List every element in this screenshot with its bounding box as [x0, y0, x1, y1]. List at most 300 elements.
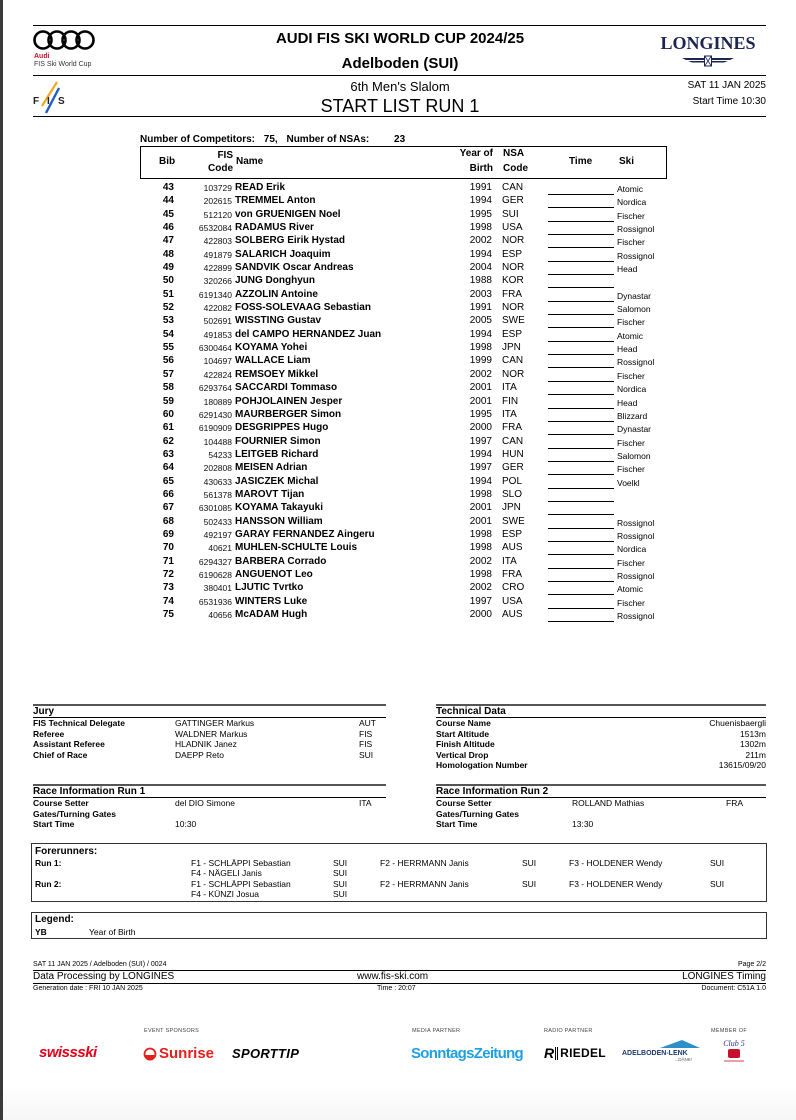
bib-cell: 46 [162, 222, 174, 234]
nsa-code-cell: GER [502, 195, 524, 207]
run1-start-time-label: Start Time [33, 819, 75, 829]
table-row [140, 582, 667, 595]
ski-brand-cell: Fischer [617, 210, 645, 221]
forerunner-run2-f1: F1 - SCHLÄPPI Sebastian [191, 879, 291, 889]
run1-start-time: 10:30 [175, 819, 197, 829]
bib-cell: 65 [162, 475, 174, 487]
competitor-name-cell: RADAMUS River [235, 222, 314, 234]
ski-brand-cell: Rossignol [617, 224, 655, 235]
year-of-birth-cell: 1994 [469, 248, 492, 260]
ski-brand-cell: Rossignol [617, 250, 655, 261]
fis-code-cell: 40621 [208, 543, 232, 554]
table-row [140, 302, 667, 315]
footer-time: Time : 20:07 [377, 985, 416, 992]
competitor-name-cell: JASICZEK Michal [235, 475, 319, 487]
nsa-code-cell: NOR [502, 262, 525, 274]
year-of-birth-cell: 2005 [469, 315, 492, 327]
bib-cell: 68 [162, 515, 174, 527]
nsas-count: 23 [394, 134, 406, 145]
year-of-birth-cell: 1994 [469, 328, 492, 340]
year-of-birth-cell: 1995 [469, 208, 492, 220]
year-of-birth-cell: 1994 [469, 448, 492, 460]
col-yob-top: Year of [459, 148, 493, 159]
nsa-code-cell: USA [502, 222, 523, 234]
ski-brand-cell: Fischer [617, 370, 645, 381]
table-row [140, 609, 667, 622]
nsa-code-cell: JPN [502, 502, 521, 514]
technical-table [436, 718, 766, 771]
sunrise-logo [143, 1045, 214, 1062]
table-row [140, 275, 667, 288]
ski-brand-cell: Fischer [617, 237, 645, 248]
competitor-name-cell: DESGRIPPES Hugo [235, 422, 329, 434]
footer-doc-ref: SAT 11 JAN 2025 / Adelboden (SUI) / 0024 [33, 961, 167, 968]
bib-cell: 54 [162, 328, 174, 340]
table-row [140, 209, 667, 222]
technical-row [436, 718, 766, 729]
technical-label: Finish Altitude [436, 739, 495, 749]
bib-cell: 70 [162, 542, 174, 554]
sporttip-logo: SPORTTIP [232, 1046, 300, 1061]
fis-code-cell: 380401 [203, 583, 232, 594]
competitor-name-cell: LEITGEB Richard [235, 448, 319, 460]
legend-box [31, 912, 767, 939]
viewer-edge-overlay [0, 0, 3, 1120]
jury-member-name: WALDNER Markus [175, 728, 248, 739]
ski-brand-cell: Blizzard [617, 410, 648, 421]
year-of-birth-cell: 2002 [469, 368, 492, 380]
fis-code-cell: 502433 [203, 516, 232, 527]
competitor-name-cell: WISSTING Gustav [235, 315, 322, 327]
run1-course-setter: del DIO Simone [175, 798, 235, 808]
fis-code-cell: 430633 [203, 476, 232, 487]
year-of-birth-cell: 1998 [469, 568, 492, 580]
jury-member-nation: SUI [359, 749, 374, 760]
run2-course-setter-nation: FRA [726, 798, 743, 808]
competitor-name-cell: del CAMPO HERNANDEZ Juan [235, 328, 382, 340]
competitors-label: Number of Competitors: [140, 134, 255, 145]
technical-value: 1513m [740, 728, 766, 739]
jury-member-nation: FIS [359, 739, 373, 749]
nsa-code-cell: SLO [502, 488, 523, 500]
nsa-code-cell: ESP [502, 328, 523, 340]
nsa-code-cell: KOR [502, 275, 524, 287]
table-row [140, 569, 667, 582]
col-nsa-bottom: Code [503, 163, 528, 174]
nsa-code-cell: POL [502, 475, 523, 487]
fis-code-cell: 561378 [203, 489, 232, 500]
competitor-name-cell: MEISEN Adrian [235, 462, 308, 474]
run1-course-setter-nation: ITA [359, 798, 372, 808]
competitor-name-cell: KOYAMA Takayuki [235, 502, 323, 514]
year-of-birth-cell: 2001 [469, 515, 492, 527]
club5-underline [724, 1060, 744, 1062]
fis-code-cell: 6531936 [198, 596, 232, 607]
competitors-count: 75, [263, 134, 278, 145]
table-row [140, 516, 667, 529]
fis-code-cell: 6190628 [198, 569, 232, 580]
bib-cell: 55 [162, 342, 174, 354]
year-of-birth-cell: 2003 [469, 288, 492, 300]
competitor-name-cell: HANSSON William [235, 515, 323, 527]
competitor-name-cell: REMSOEY Mikkel [235, 368, 319, 380]
run2-course-setter: ROLLAND Mathias [572, 798, 645, 808]
footer-data-processing: Data Processing by LONGINES [33, 971, 175, 982]
fis-code-cell: 6301085 [198, 503, 232, 514]
year-of-birth-cell: 2002 [469, 235, 492, 247]
technical-value: 211m [745, 749, 766, 760]
competitor-name-cell: MAURBERGER Simon [235, 408, 342, 420]
fis-code-cell: 6291430 [198, 409, 232, 420]
competitor-name-cell: McADAM Hugh [235, 609, 308, 620]
jury-row [33, 718, 386, 729]
nsa-code-cell: AUS [502, 542, 523, 554]
fis-code-cell: 422803 [203, 236, 232, 247]
ski-brand-cell: Atomic [617, 584, 643, 595]
forerunner-run1-f3-nation: SUI [710, 858, 725, 868]
fis-code-cell: 6191340 [198, 289, 232, 300]
forerunner-run1-f2: F2 - HERRMANN Janis [380, 858, 469, 868]
event-name: 6th Men's Slalom [350, 79, 450, 94]
radio-partner-label: RADIO PARTNER [544, 1028, 593, 1034]
nsa-code-cell: CAN [502, 182, 524, 193]
competitor-name-cell: BARBERA Corrado [235, 555, 327, 567]
table-row [140, 249, 667, 262]
bib-cell: 62 [162, 435, 174, 447]
bib-cell: 44 [162, 195, 174, 207]
bib-cell: 61 [162, 422, 174, 434]
jury-title: Jury [33, 706, 55, 717]
table-row [140, 409, 667, 422]
year-of-birth-cell: 1995 [469, 408, 492, 420]
nsa-code-cell: ITA [502, 408, 517, 420]
jury-member-nation: FIS [359, 728, 373, 739]
competitor-name-cell: SANDVIK Oscar Andreas [235, 262, 354, 274]
fis-logo [33, 80, 67, 114]
col-name: Name [236, 156, 264, 167]
race-start-time: Start Time 10:30 [692, 96, 766, 107]
document-title: START LIST RUN 1 [320, 96, 480, 116]
forerunner-run2-f2: F2 - HERRMANN Janis [380, 879, 469, 889]
forerunners-run1-label: Run 1: [35, 858, 62, 868]
bib-cell: 58 [162, 382, 174, 394]
table-row [140, 369, 667, 382]
jury-role: Referee [33, 728, 65, 739]
table-row [140, 222, 667, 235]
nsa-code-cell: FIN [502, 395, 519, 407]
col-fis-code-top: FIS [217, 150, 233, 161]
competitor-name-cell: READ Erik [235, 182, 286, 193]
competitor-name-cell: FOURNIER Simon [235, 435, 321, 447]
audi-rings-logo [33, 29, 95, 51]
riedel-text: RIEDEL [560, 1046, 606, 1060]
ski-brand-cell: Fischer [617, 464, 645, 475]
bib-cell: 72 [162, 568, 174, 580]
competitor-name-cell: SACCARDI Tommaso [235, 382, 338, 394]
forerunner-run1-f2-nation: SUI [522, 858, 537, 868]
jury-row [33, 750, 386, 761]
forerunner-run1-f1-nation: SUI [333, 858, 348, 868]
bib-cell: 74 [162, 595, 174, 607]
nsa-code-cell: NOR [502, 235, 525, 247]
ski-brand-cell: Fischer [617, 557, 645, 568]
forerunners-title: Forerunners: [35, 846, 98, 857]
table-row [140, 556, 667, 569]
year-of-birth-cell: 1994 [469, 475, 492, 487]
bib-cell: 73 [162, 582, 174, 594]
header-mid-rule [33, 75, 766, 76]
riedel-bar-2 [557, 1047, 558, 1060]
run2-course-setter-label: Course Setter [436, 798, 492, 808]
jury-top-rule [33, 704, 386, 706]
run2-start-time: 13:30 [572, 819, 594, 829]
club5-text: Club 5 [723, 1039, 745, 1048]
year-of-birth-cell: 2001 [469, 395, 492, 407]
col-nsa-top: NSA [503, 148, 525, 159]
table-row [140, 382, 667, 395]
legend-value: Year of Birth [89, 927, 136, 937]
bib-cell: 47 [162, 235, 174, 247]
fis-code-cell: 54233 [208, 449, 232, 460]
jury-member-nation: AUT [359, 718, 376, 728]
bib-cell: 59 [162, 395, 174, 407]
nsa-code-cell: JPN [502, 342, 521, 354]
forerunner-run1-f3: F3 - HOLDENER Wendy [569, 858, 663, 868]
competitor-name-cell: JUNG Donghyun [235, 275, 315, 287]
fis-code-cell: 502691 [203, 316, 232, 327]
forerunners-box [31, 843, 767, 902]
nsa-code-cell: ESP [502, 248, 523, 260]
bib-cell: 56 [162, 355, 174, 367]
fis-code-cell: 6190909 [198, 423, 232, 434]
club5-emblem [728, 1049, 740, 1058]
ski-brand-cell: Fischer [617, 317, 645, 328]
audi-world-cup-brand [34, 53, 91, 69]
competitor-name-cell: WINTERS Luke [235, 595, 308, 607]
table-row [140, 195, 667, 208]
technical-label: Course Name [436, 718, 491, 728]
nsa-code-cell: AUS [502, 609, 523, 620]
table-row [140, 476, 667, 489]
media-partner-label: MEDIA PARTNER [412, 1028, 461, 1034]
run1-course-setter-label: Course Setter [33, 798, 89, 808]
ski-brand-cell: Nordica [617, 197, 647, 208]
ski-brand-cell: Dynastar [617, 424, 652, 435]
run2-start-time-label: Start Time [436, 819, 478, 829]
year-of-birth-cell: 1988 [469, 275, 492, 287]
sunrise-icon [143, 1047, 157, 1061]
nsa-code-cell: FRA [502, 288, 522, 300]
riedel-logo [544, 1045, 606, 1061]
ski-brand-cell: Head [617, 264, 638, 275]
event-sponsors-label: EVENT SPONSORS [144, 1028, 200, 1034]
bib-cell: 48 [162, 248, 174, 260]
fis-code-cell: 6293764 [198, 383, 232, 394]
table-row [140, 596, 667, 609]
technical-row [436, 750, 766, 761]
year-of-birth-cell: 1991 [469, 182, 492, 193]
bib-cell: 52 [162, 302, 174, 314]
footer-website[interactable]: www.fis-ski.com [357, 971, 429, 982]
bib-cell: 69 [162, 528, 174, 540]
bib-cell: 43 [162, 182, 174, 193]
competitor-name-cell: SALARICH Joaquim [235, 248, 331, 260]
ski-brand-cell: Nordica [617, 384, 647, 395]
bib-cell: 60 [162, 408, 174, 420]
legend-title: Legend: [35, 914, 74, 925]
run2-title: Race Information Run 2 [436, 786, 549, 797]
ski-brand-cell: Nordica [617, 544, 647, 555]
ski-brand-cell: Atomic [617, 184, 643, 194]
audi-brand-label: Audi [34, 53, 50, 60]
fis-code-cell: 202615 [203, 196, 232, 207]
table-row [140, 235, 667, 248]
run2-gates-label: Gates/Turning Gates [436, 808, 519, 819]
ski-brand-cell: Fischer [617, 437, 645, 448]
sonntagszeitung-logo: SonntagsZeitung [411, 1045, 523, 1062]
run1-info [33, 798, 386, 830]
adelboden-lenk-text: ADELBODEN-LENK [622, 1050, 688, 1057]
year-of-birth-cell: 1998 [469, 488, 492, 500]
competitor-name-cell: von GRUENIGEN Noel [235, 208, 341, 220]
ski-brand-cell: Rossignol [617, 570, 655, 581]
technical-value: 13615/09/20 [718, 760, 766, 770]
nsa-code-cell: CAN [502, 355, 524, 367]
fis-code-cell: 103729 [203, 183, 232, 193]
table-row [140, 489, 667, 502]
footer-timing: LONGINES Timing [682, 971, 766, 982]
year-of-birth-cell: 1998 [469, 528, 492, 540]
nsa-code-cell: USA [502, 595, 523, 607]
table-row [140, 329, 667, 342]
table-row [140, 355, 667, 368]
fis-code-cell: 104488 [203, 436, 232, 447]
year-of-birth-cell: 1997 [469, 435, 492, 447]
nsa-code-cell: SWE [502, 515, 525, 527]
forerunner-run2-f4: F4 - KÜNZI Josua [191, 889, 260, 899]
year-of-birth-cell: 2002 [469, 555, 492, 567]
fis-code-cell: 491853 [203, 329, 232, 340]
competitor-name-cell: ANGUENOT Leo [235, 568, 313, 580]
svg-text:S: S [58, 96, 65, 107]
forerunner-run2-f2-nation: SUI [522, 879, 537, 889]
table-row [140, 315, 667, 328]
jury-member-name: DAEPP Reto [175, 749, 224, 760]
jury-row [33, 729, 386, 740]
table-row [140, 502, 667, 515]
col-yob-bottom: Birth [469, 163, 493, 174]
run2-info [436, 798, 766, 830]
nsa-code-cell: SWE [502, 315, 525, 327]
adelboden-lenk-logo [622, 1046, 702, 1062]
ski-brand-cell: Atomic [617, 330, 643, 341]
col-time: Time [569, 156, 593, 167]
forerunner-run1-f4-nation: SUI [333, 868, 348, 878]
bib-cell: 57 [162, 368, 174, 380]
table-row [140, 289, 667, 302]
nsa-code-cell: CAN [502, 435, 524, 447]
table-row [140, 262, 667, 275]
fis-code-cell: 422899 [203, 263, 232, 274]
technical-title: Technical Data [436, 706, 506, 717]
fis-code-cell: 180889 [203, 396, 232, 407]
competitor-summary [140, 134, 405, 145]
table-row [140, 449, 667, 462]
nsa-code-cell: ESP [502, 528, 523, 540]
competitor-name-cell: GARAY FERNANDEZ Aingeru [235, 528, 375, 540]
ski-brand-cell: Fischer [617, 597, 645, 608]
run1-title: Race Information Run 1 [33, 786, 146, 797]
col-fis-code-bottom: Code [208, 163, 233, 174]
bib-cell: 63 [162, 448, 174, 460]
race-date: SAT 11 JAN 2025 [687, 80, 766, 91]
competitor-name-cell: POHJOLAINEN Jesper [235, 395, 343, 407]
member-of-label: MEMBER OF [711, 1028, 748, 1034]
nsa-code-cell: NOR [502, 368, 525, 380]
fis-code-cell: 320266 [203, 276, 232, 287]
time-entry-line [548, 621, 614, 622]
world-cup-brand-label: FIS Ski World Cup [34, 61, 92, 68]
nsa-code-cell: ITA [502, 555, 517, 567]
run1-gates-label: Gates/Turning Gates [33, 808, 116, 819]
table-row [140, 182, 667, 195]
footer-generation-date: Generation date : FRI 10 JAN 2025 [33, 985, 143, 992]
year-of-birth-cell: 1999 [469, 355, 492, 367]
footer-document: Document: C51A 1.0 [701, 985, 766, 992]
year-of-birth-cell: 2001 [469, 502, 492, 514]
technical-value: Chuenisbaergli [709, 718, 766, 728]
competitor-name-cell: MUHLEN-SCHULTE Louis [235, 542, 358, 554]
bib-cell: 64 [162, 462, 174, 474]
ski-brand-cell: Rossignol [617, 611, 655, 621]
competitor-name-cell: AZZOLIN Antoine [235, 288, 318, 300]
forerunners-run2-label: Run 2: [35, 879, 62, 889]
col-bib: Bib [159, 156, 176, 167]
year-of-birth-cell: 1998 [469, 542, 492, 554]
jury-role: FIS Technical Delegate [33, 718, 125, 728]
riedel-r-mark: R [544, 1045, 555, 1061]
fis-code-cell: 491879 [203, 249, 232, 260]
fis-code-cell: 6532084 [198, 223, 232, 234]
fis-code-cell: 40656 [208, 610, 232, 620]
table-row [140, 529, 667, 542]
forerunner-run2-f3: F3 - HOLDENER Wendy [569, 879, 663, 889]
bib-cell: 53 [162, 315, 174, 327]
header-top-rule [33, 25, 766, 26]
year-of-birth-cell: 1994 [469, 195, 492, 207]
forerunner-run1-f4: F4 - NÄGELI Janis [191, 868, 262, 878]
fis-code-cell: 422082 [203, 303, 232, 314]
competitor-name-cell: WALLACE Liam [235, 355, 311, 367]
start-list-rows [140, 182, 667, 622]
jury-table [33, 718, 386, 760]
fis-code-cell: 104697 [203, 356, 232, 367]
nsa-code-cell: FRA [502, 422, 522, 434]
legend-key: YB [35, 927, 47, 937]
nsa-code-cell: FRA [502, 568, 522, 580]
nsa-code-cell: HUN [502, 448, 524, 460]
year-of-birth-cell: 1998 [469, 342, 492, 354]
year-of-birth-cell: 2001 [469, 382, 492, 394]
bib-cell: 51 [162, 288, 174, 300]
fis-code-cell: 492197 [203, 529, 232, 540]
riedel-bar-1 [555, 1047, 556, 1060]
competitor-name-cell: KOYAMA Yohei [235, 342, 308, 354]
jury-row [33, 739, 386, 750]
table-row [140, 396, 667, 409]
svg-text:I: I [47, 96, 50, 107]
footer-rule-2 [33, 983, 766, 984]
